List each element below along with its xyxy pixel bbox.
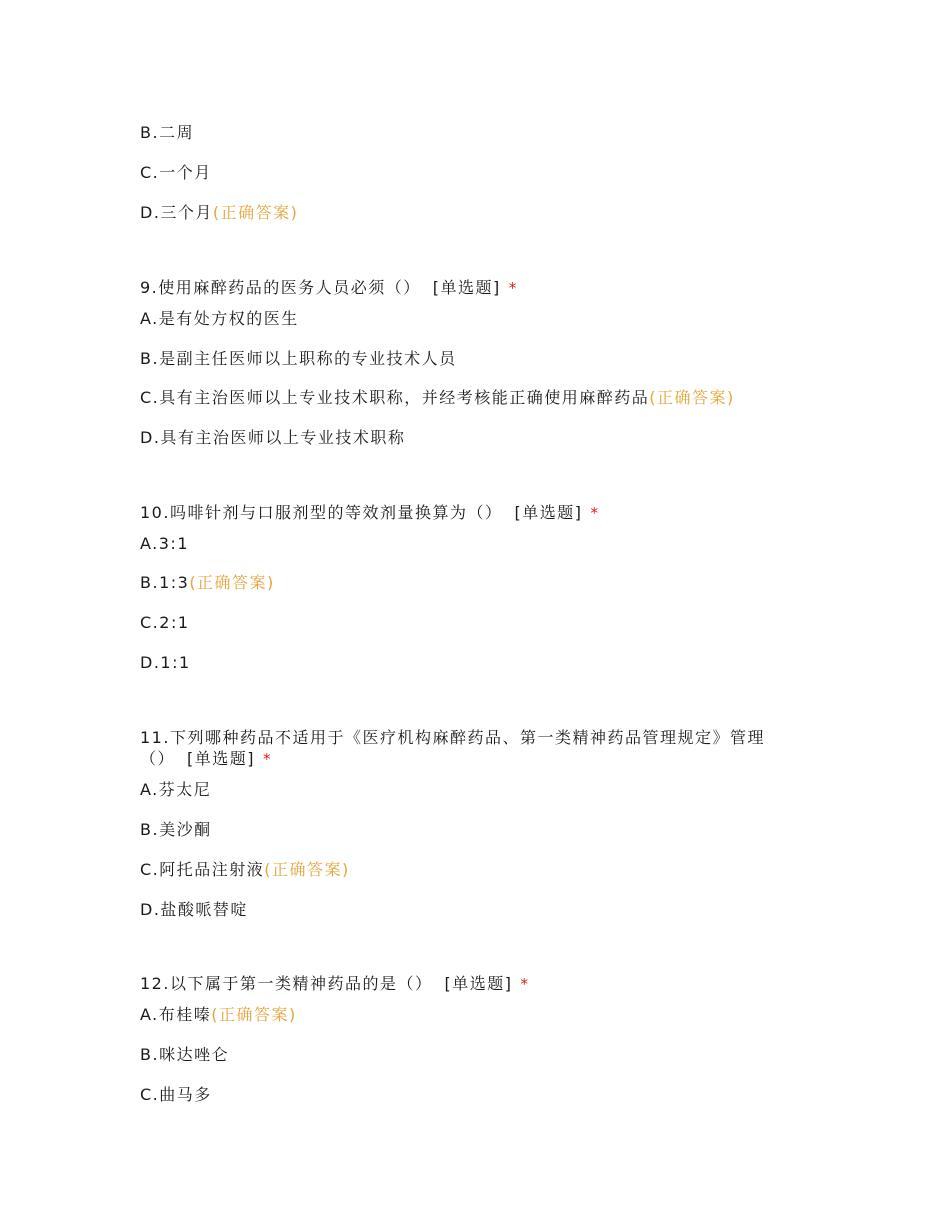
option-text: C.2:1 bbox=[140, 613, 190, 632]
option-q9-d[interactable] bbox=[140, 428, 405, 448]
option-text: A.芬太尼 bbox=[140, 780, 212, 799]
option-q11-a[interactable] bbox=[140, 780, 211, 800]
question-11-title-cont bbox=[140, 749, 272, 769]
question-text: 11.下列哪种药品不适用于《医疗机构麻醉药品、第一类精神药品管理规定》管理 bbox=[140, 728, 765, 747]
correct-answer-tag: (正确答案) bbox=[212, 203, 299, 222]
option-text: B.咪达唑仑 bbox=[140, 1045, 230, 1064]
option-text: A.布桂嗪 bbox=[140, 1005, 212, 1024]
question-type-label: [单选题] bbox=[444, 974, 513, 993]
option-q10-a[interactable] bbox=[140, 534, 189, 554]
question-type-label: [单选题] bbox=[514, 503, 583, 522]
option-text: B.美沙酮 bbox=[140, 820, 212, 839]
option-text: D.盐酸哌替啶 bbox=[140, 900, 248, 919]
option-q10-c[interactable] bbox=[140, 613, 190, 633]
question-type-label: [单选题] bbox=[187, 749, 256, 768]
option-q11-b[interactable] bbox=[140, 820, 212, 840]
option-q10-b[interactable] bbox=[140, 573, 275, 593]
option-q11-d[interactable] bbox=[140, 900, 248, 920]
option-q8-d[interactable] bbox=[140, 203, 298, 223]
option-q8-c[interactable] bbox=[140, 163, 212, 183]
option-text: C.阿托品注射液 bbox=[140, 860, 265, 879]
option-q9-b[interactable] bbox=[140, 349, 457, 369]
option-q9-c[interactable] bbox=[140, 388, 735, 408]
question-text: （） bbox=[140, 749, 176, 768]
option-q12-c[interactable] bbox=[140, 1085, 212, 1105]
option-q9-a[interactable] bbox=[140, 309, 299, 329]
option-text: A.是有处方权的医生 bbox=[140, 309, 299, 328]
option-q10-d[interactable] bbox=[140, 653, 191, 673]
question-10-title bbox=[140, 503, 599, 523]
option-text: C.具有主治医师以上专业技术职称，并经考核能正确使用麻醉药品 bbox=[140, 388, 650, 407]
question-11-title bbox=[140, 728, 765, 748]
required-asterisk: * bbox=[590, 504, 600, 522]
question-9-title bbox=[140, 278, 518, 298]
question-type-label: [单选题] bbox=[432, 278, 501, 297]
required-asterisk: * bbox=[508, 279, 518, 297]
option-text: D.1:1 bbox=[140, 653, 191, 672]
option-text: B.1:3 bbox=[140, 573, 190, 592]
required-asterisk: * bbox=[263, 750, 273, 768]
option-q12-b[interactable] bbox=[140, 1045, 229, 1065]
option-text: D.三个月 bbox=[140, 203, 213, 222]
question-text: 12.以下属于第一类精神药品的是（） bbox=[140, 974, 433, 993]
option-text: A.3:1 bbox=[140, 534, 189, 553]
question-text: 10.吗啡针剂与口服剂型的等效剂量换算为（） bbox=[140, 503, 503, 522]
option-text: B.是副主任医师以上职称的专业技术人员 bbox=[140, 349, 457, 368]
option-q8-b[interactable] bbox=[140, 123, 194, 143]
question-12-title bbox=[140, 974, 529, 994]
correct-answer-tag: (正确答案) bbox=[211, 1005, 297, 1024]
option-text: B.二周 bbox=[140, 123, 195, 142]
option-text: C.曲马多 bbox=[140, 1085, 212, 1104]
option-q12-a[interactable] bbox=[140, 1005, 297, 1025]
option-text: C.一个月 bbox=[140, 163, 212, 182]
option-text: D.具有主治医师以上专业技术职称 bbox=[140, 428, 406, 447]
correct-answer-tag: (正确答案) bbox=[189, 573, 275, 592]
required-asterisk: * bbox=[520, 975, 530, 993]
question-text: 9.使用麻醉药品的医务人员必须（） bbox=[140, 278, 421, 297]
correct-answer-tag: (正确答案) bbox=[264, 860, 350, 879]
correct-answer-tag: (正确答案) bbox=[649, 388, 735, 407]
option-q11-c[interactable] bbox=[140, 860, 350, 880]
